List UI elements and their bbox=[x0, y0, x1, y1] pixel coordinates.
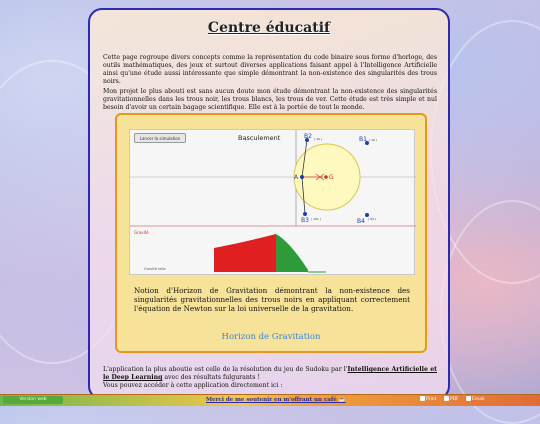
ai-link[interactable]: Intelligence Artificielle et le Deep Learning bbox=[103, 366, 437, 381]
simulation-title: Basculement bbox=[238, 134, 281, 142]
graph-sub-label: Gravité relle bbox=[144, 267, 166, 271]
pdf-label: PDF bbox=[450, 397, 459, 402]
showcase-description: Notion d'Horizon de Gravitation démontrant la non-existence des singularités gravitationnelles des trous noirs en appliquant correctement l'équation de Newton sur la loi universelle de la gravitation. bbox=[134, 286, 410, 314]
label-a: A bbox=[294, 174, 299, 181]
footer-bar bbox=[0, 394, 540, 406]
sudoku-paragraph bbox=[103, 366, 437, 390]
pdf-button[interactable] bbox=[444, 396, 459, 404]
coffee-support-link[interactable] bbox=[206, 395, 346, 406]
printer-icon bbox=[420, 396, 425, 401]
label-b4-value: ( 94 ) bbox=[368, 217, 377, 221]
coffee-icon: ☕ bbox=[338, 397, 346, 403]
print-button[interactable] bbox=[420, 396, 436, 404]
label-b3: B3 bbox=[301, 217, 309, 224]
label-g: G bbox=[329, 174, 334, 181]
content-card bbox=[88, 8, 450, 400]
label-b4: B4 bbox=[357, 218, 365, 225]
gravity-showcase bbox=[115, 113, 427, 353]
label-b2: B2 bbox=[304, 133, 312, 140]
sudoku-text-start: L'application la plus aboutie est celle de la résolution du jeu de Sudoku par l' bbox=[103, 366, 348, 373]
point-b3 bbox=[303, 212, 307, 216]
simulation-canvas bbox=[130, 130, 416, 276]
coffee-support-label: Merci de me soutenir en m'offrant un café bbox=[206, 397, 337, 403]
graph-label: Gravité bbox=[134, 230, 149, 235]
point-g bbox=[324, 175, 328, 179]
intro-paragraph-2: Mon projet le plus abouti est sans aucun doute mon étude démontrant la non-existence des singularités gravitationnelles dans les trous noir, les trous blancs, les trous de ver. Cette étude est très simple et nul besoin d'avoir un certain bagage scientifique. Elle est à la portée de tout le monde. bbox=[103, 88, 437, 111]
pdf-icon bbox=[444, 396, 449, 401]
email-icon bbox=[466, 396, 471, 401]
graph-green-area bbox=[276, 234, 308, 272]
label-b1-value: ( 10 ) bbox=[369, 138, 378, 142]
version-button[interactable]: Version web bbox=[3, 396, 63, 404]
sudoku-access-text: Vous pouvez accéder à cette application directement ici : bbox=[103, 382, 283, 389]
launch-simulation-button[interactable]: Lancer la simulation bbox=[134, 133, 186, 143]
intro-paragraph-1: Cette page regroupe divers concepts comme la représentation du code binaire sous forme d'horloge, des outils mathématiques, des jeux et surtout diverses applications faisant appel à l'Intelligence Artificielle ainsi qu'une étude aussi intéressante que simple démontrant la non-existence des singularités des trous noirs. bbox=[103, 54, 437, 85]
label-b1: B1 bbox=[359, 136, 367, 143]
label-b2-value: ( 10 ) bbox=[314, 137, 323, 141]
simulation-panel[interactable] bbox=[129, 129, 415, 275]
email-label: Email bbox=[472, 397, 485, 402]
print-label: Print bbox=[426, 397, 437, 402]
email-button[interactable] bbox=[466, 396, 485, 404]
sudoku-text-end: avec des résultats fulgurants ! bbox=[162, 374, 260, 381]
gravity-horizon-link[interactable]: Horizon de Gravitation bbox=[221, 332, 321, 342]
page-title: Centre éducatif bbox=[207, 20, 331, 36]
label-b3-value: ( 101 ) bbox=[311, 217, 321, 221]
point-a bbox=[300, 175, 304, 179]
graph-red-area bbox=[214, 234, 276, 272]
